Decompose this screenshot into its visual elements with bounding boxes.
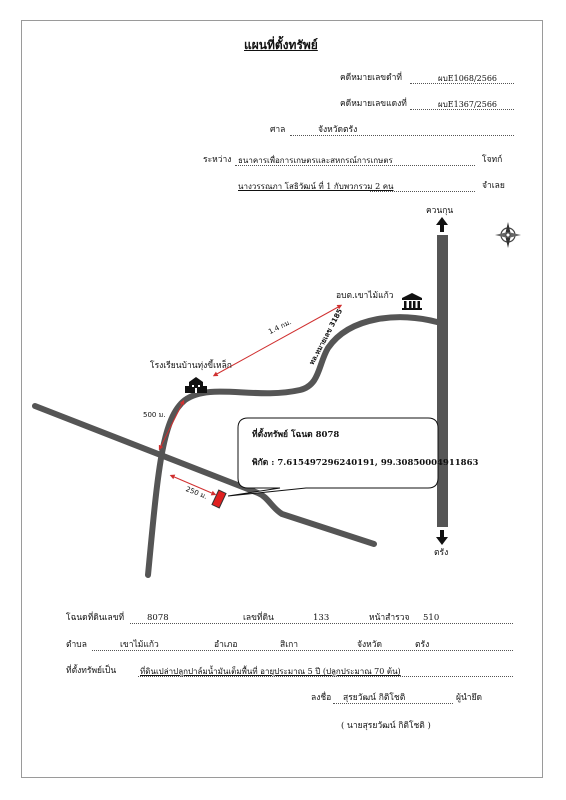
north-label: ควนกุน — [426, 206, 454, 216]
distance-office-school: 1.4 กม. — [267, 318, 293, 337]
south-arrow-icon — [436, 530, 448, 545]
court-label: ศาล — [270, 125, 286, 135]
government-office-icon — [402, 293, 422, 310]
road-number-label: ทล.หมายเลข 3185 — [307, 307, 345, 367]
defendant-suffix: จำเลย — [482, 181, 505, 191]
province-value: ตรัง — [415, 640, 430, 650]
distance-junction-property: 250 ม. — [184, 485, 209, 501]
survey-value: 510 — [423, 613, 440, 623]
callout-coordinates: พิกัด : 7.615497296240191, 99.30850004911863 — [252, 458, 479, 468]
school-icon — [185, 377, 207, 393]
signature-label: ลงชื่อ — [311, 693, 332, 703]
signature-role: ผู้นำยึด — [456, 693, 483, 703]
property-desc-label: ที่ตั้งทรัพย์เป็น — [66, 666, 117, 676]
callout-title: ที่ตั้งทรัพย์ โฉนด 8078 — [252, 430, 340, 440]
property-marker — [212, 490, 226, 508]
highway-road — [437, 235, 448, 527]
plaintiff-suffix: โจทก์ — [482, 155, 503, 165]
survey-label: หน้าสำรวจ — [369, 613, 410, 623]
distance-arrow-school-junction — [160, 402, 183, 448]
signature-printed-name: ( นายสุรยวัฒน์ กิติโชติ ) — [341, 721, 431, 731]
defendant-name: นางวรรณภา โสธิวัฒน์ ที่ 1 กับพวกรวม 2 คน — [238, 182, 394, 191]
compass-icon — [495, 222, 521, 248]
red-case-value: ผบE1367/2566 — [438, 100, 498, 109]
province-label: จังหวัด — [357, 640, 383, 650]
black-case-value: ผบE1068/2566 — [438, 74, 498, 83]
north-arrow-icon — [436, 217, 448, 232]
page-title: แผนที่ตั้งทรัพย์ — [244, 38, 318, 52]
between-label: ระหว่าง — [203, 155, 232, 165]
black-case-label: คดีหมายเลขดำที่ — [340, 73, 402, 83]
south-label: ตรัง — [434, 548, 449, 558]
red-case-label: คดีหมายเลขแดงที่ — [340, 99, 407, 109]
office-label: อบต.เขาไม้แก้ว — [336, 291, 394, 301]
signature-name: สุรยวัฒน์ กิติโชติ — [343, 693, 406, 703]
school-label: โรงเรียนบ้านทุ่งขี้เหล็ก — [150, 361, 232, 371]
property-desc-value: ที่ดินเปล่าปลูกปาล์มน้ำมันเต็มพื้นที่ อายุประมาณ 5 ปี (ปลูกประมาณ 70 ต้น) — [140, 667, 401, 676]
district-label: อำเภอ — [214, 640, 238, 650]
land-no-label: เลขที่ดิน — [243, 613, 274, 623]
subdistrict-value: เขาไม้แก้ว — [120, 640, 159, 650]
court-value: จังหวัดตรัง — [318, 125, 358, 135]
deed-value: 8078 — [147, 613, 169, 623]
deed-label: โฉนดที่ดินเลขที่ — [66, 613, 125, 623]
land-no-value: 133 — [313, 613, 330, 623]
distance-school-junction: 500 ม. — [143, 411, 166, 419]
plaintiff-name: ธนาคารเพื่อการเกษตรและสหกรณ์การเกษตร — [238, 156, 393, 165]
subdistrict-label: ตำบล — [66, 640, 87, 650]
district-value: สิเกา — [280, 640, 299, 650]
